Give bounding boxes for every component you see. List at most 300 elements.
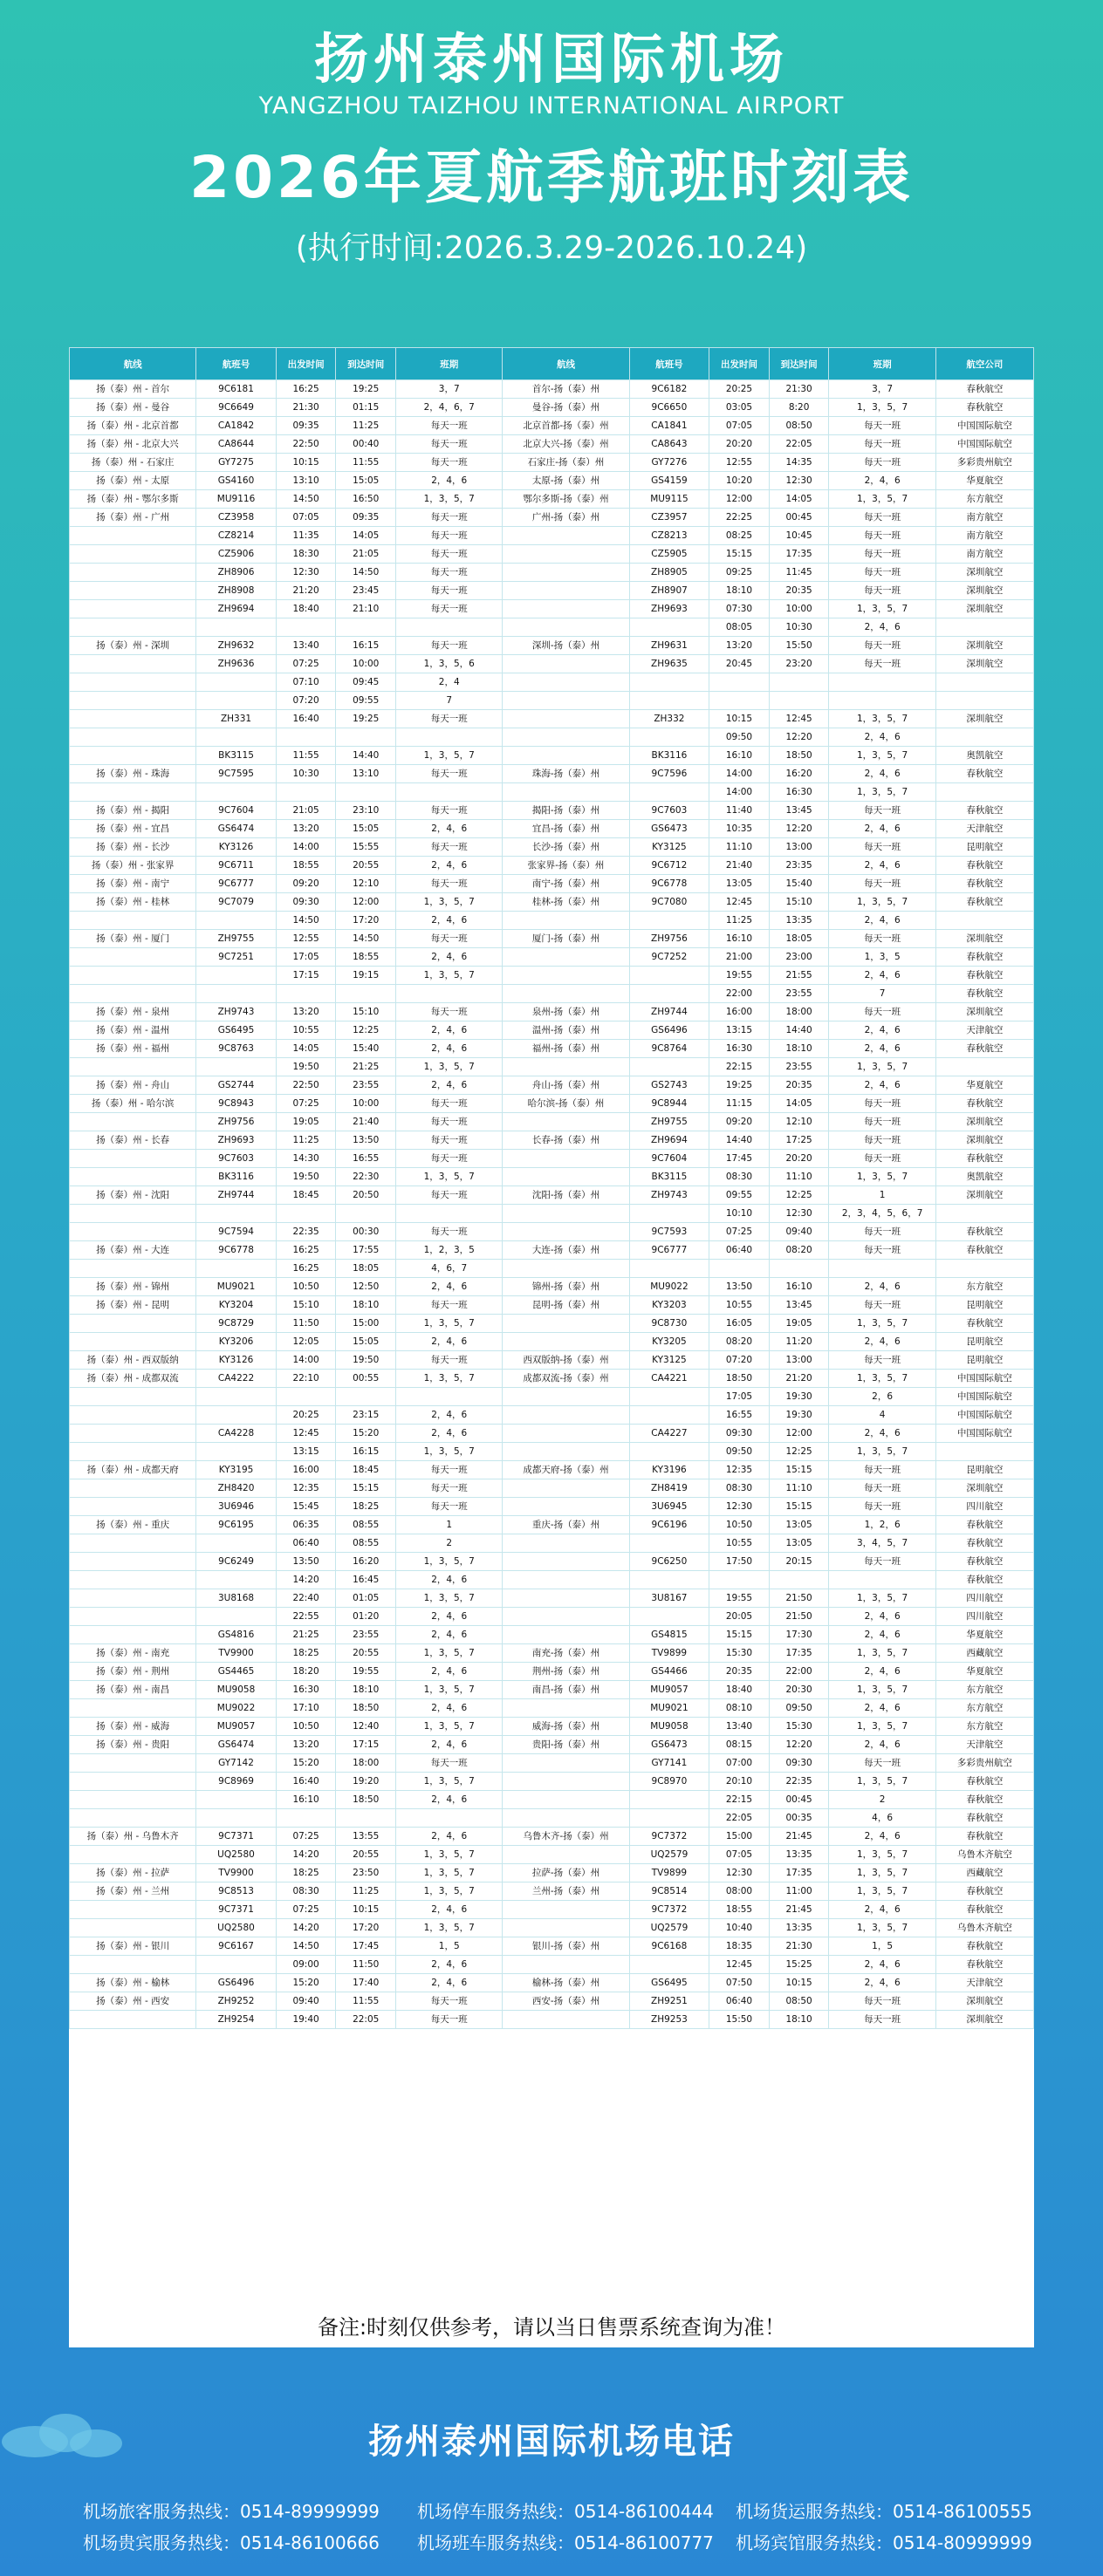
table-cell: 10:55 bbox=[276, 1022, 336, 1040]
table-cell: 22:25 bbox=[709, 509, 770, 527]
table-cell bbox=[336, 985, 396, 1003]
table-cell: 2，4，6 bbox=[829, 1736, 935, 1754]
table-cell: 2，4，6 bbox=[829, 1608, 935, 1626]
table-cell bbox=[503, 1791, 629, 1809]
table-cell: 23:55 bbox=[336, 1626, 396, 1644]
table-cell: 19:15 bbox=[336, 967, 396, 985]
table-cell: 深圳航空 bbox=[935, 930, 1033, 948]
table-cell: 每天一班 bbox=[829, 1461, 935, 1479]
table-row bbox=[70, 820, 1034, 838]
table-row bbox=[70, 783, 1034, 802]
table-cell: 东方航空 bbox=[935, 1718, 1033, 1736]
table-cell bbox=[70, 1479, 196, 1498]
table-cell: 7 bbox=[829, 985, 935, 1003]
table-cell bbox=[336, 618, 396, 637]
table-cell bbox=[769, 1260, 829, 1278]
table-cell: 18:00 bbox=[336, 1754, 396, 1773]
hotline-vip: 机场贵宾服务热线：0514-86100666 bbox=[83, 2532, 380, 2553]
table-cell bbox=[829, 1571, 935, 1589]
table-cell: 22:50 bbox=[276, 1076, 336, 1095]
table-cell bbox=[70, 1388, 196, 1406]
table-cell bbox=[503, 912, 629, 930]
table-cell: 广州-扬（泰）州 bbox=[503, 509, 629, 527]
table-cell: 深圳航空 bbox=[935, 1479, 1033, 1498]
table-row bbox=[70, 948, 1034, 967]
table-cell: 16:15 bbox=[336, 637, 396, 655]
table-cell bbox=[769, 1571, 829, 1589]
table-cell: 东方航空 bbox=[935, 490, 1033, 509]
table-cell: 荆州-扬（泰）州 bbox=[503, 1663, 629, 1681]
table-cell: 12:00 bbox=[336, 893, 396, 912]
table-row bbox=[70, 1791, 1034, 1809]
table-cell bbox=[503, 655, 629, 673]
schedule-card bbox=[69, 347, 1034, 2347]
table-cell: 扬（泰）州 - 舟山 bbox=[70, 1076, 196, 1095]
table-cell: 扬（泰）州 - 南宁 bbox=[70, 875, 196, 893]
table-cell: TV9899 bbox=[629, 1864, 709, 1882]
table-cell: 每天一班 bbox=[396, 1223, 503, 1241]
table-cell: 10:15 bbox=[769, 1974, 829, 1992]
table-cell: 9C8944 bbox=[629, 1095, 709, 1113]
table-cell bbox=[196, 1791, 277, 1809]
table-cell bbox=[503, 1608, 629, 1626]
table-cell: KY3205 bbox=[629, 1333, 709, 1351]
table-cell: 20:55 bbox=[336, 1644, 396, 1663]
table-cell: 2，4，6 bbox=[396, 1956, 503, 1974]
table-cell: 扬（泰）州 - 厦门 bbox=[70, 930, 196, 948]
table-cell bbox=[336, 1205, 396, 1223]
table-cell: 17:05 bbox=[709, 1388, 770, 1406]
table-cell: 09:00 bbox=[276, 1956, 336, 1974]
table-cell: 19:25 bbox=[336, 710, 396, 728]
table-cell: 21:30 bbox=[769, 1937, 829, 1956]
table-cell: 14:20 bbox=[276, 1919, 336, 1937]
table-cell: 扬（泰）州 - 西安 bbox=[70, 1992, 196, 2011]
table-cell: 每天一班 bbox=[396, 564, 503, 582]
column-header: 到达时间 bbox=[769, 348, 829, 380]
table-cell bbox=[70, 1333, 196, 1351]
table-cell bbox=[70, 1773, 196, 1791]
table-cell: 扬（泰）州 - 成都双流 bbox=[70, 1370, 196, 1388]
table-cell: 1，3，5，7 bbox=[396, 1718, 503, 1736]
table-cell: 1，3，5，7 bbox=[396, 1315, 503, 1333]
table-cell: 19:50 bbox=[276, 1168, 336, 1186]
table-cell: 沈阳-扬（泰）州 bbox=[503, 1186, 629, 1205]
table-row bbox=[70, 472, 1034, 490]
table-cell: 珠海-扬（泰）州 bbox=[503, 765, 629, 783]
table-cell: 00:30 bbox=[336, 1223, 396, 1241]
table-cell: 扬（泰）州 - 拉萨 bbox=[70, 1864, 196, 1882]
table-cell: 18:40 bbox=[709, 1681, 770, 1699]
table-cell bbox=[276, 728, 336, 747]
table-cell: 07:25 bbox=[709, 1223, 770, 1241]
table-cell: 揭阳-扬（泰）州 bbox=[503, 802, 629, 820]
table-cell: 2，4，6 bbox=[829, 1828, 935, 1846]
table-cell: ZH9253 bbox=[629, 2011, 709, 2029]
table-cell: 8:20 bbox=[769, 399, 829, 417]
table-cell: 14:20 bbox=[276, 1846, 336, 1864]
column-header: 航班号 bbox=[196, 348, 277, 380]
table-cell: 扬（泰）州 - 南充 bbox=[70, 1644, 196, 1663]
table-cell: KY3204 bbox=[196, 1296, 277, 1315]
table-cell: 12:00 bbox=[769, 1425, 829, 1443]
table-cell: 7 bbox=[396, 692, 503, 710]
table-cell bbox=[769, 692, 829, 710]
table-cell: 08:30 bbox=[709, 1168, 770, 1186]
table-cell: CA1842 bbox=[196, 417, 277, 435]
table-row bbox=[70, 1168, 1034, 1186]
table-cell bbox=[70, 1919, 196, 1937]
table-cell: 东方航空 bbox=[935, 1681, 1033, 1699]
table-cell: 09:20 bbox=[276, 875, 336, 893]
table-cell: 18:10 bbox=[709, 582, 770, 600]
table-cell: 22:15 bbox=[709, 1058, 770, 1076]
table-cell bbox=[276, 1388, 336, 1406]
table-cell bbox=[196, 1956, 277, 1974]
table-cell: 19:50 bbox=[276, 1058, 336, 1076]
table-cell: ZH9755 bbox=[196, 930, 277, 948]
table-row bbox=[70, 710, 1034, 728]
table-cell: 19:25 bbox=[709, 1076, 770, 1095]
table-cell: 16:25 bbox=[276, 1260, 336, 1278]
table-cell: CA8643 bbox=[629, 435, 709, 454]
table-cell: 2，4，6 bbox=[396, 472, 503, 490]
table-cell bbox=[629, 692, 709, 710]
table-row bbox=[70, 582, 1034, 600]
table-cell: 08:30 bbox=[709, 1479, 770, 1498]
table-cell bbox=[70, 1754, 196, 1773]
table-cell bbox=[709, 1571, 770, 1589]
table-cell: 20:35 bbox=[709, 1663, 770, 1681]
table-cell: 14:35 bbox=[769, 454, 829, 472]
table-cell: 10:55 bbox=[709, 1534, 770, 1553]
table-cell: 13:10 bbox=[336, 765, 396, 783]
table-cell bbox=[70, 1260, 196, 1278]
table-cell: 春秋航空 bbox=[935, 1534, 1033, 1553]
table-row bbox=[70, 435, 1034, 454]
table-row bbox=[70, 1974, 1034, 1992]
table-cell: 10:15 bbox=[336, 1901, 396, 1919]
table-cell: KY3126 bbox=[196, 838, 277, 857]
table-cell bbox=[503, 1150, 629, 1168]
table-cell: 西藏航空 bbox=[935, 1644, 1033, 1663]
table-cell: 春秋航空 bbox=[935, 857, 1033, 875]
table-cell: 13:50 bbox=[276, 1553, 336, 1571]
table-cell: 15:15 bbox=[769, 1461, 829, 1479]
table-cell: 2，4，6 bbox=[396, 1736, 503, 1754]
table-cell: TV9900 bbox=[196, 1864, 277, 1882]
table-cell: 15:30 bbox=[709, 1644, 770, 1663]
table-cell: 18:55 bbox=[276, 857, 336, 875]
table-cell bbox=[70, 618, 196, 637]
table-cell bbox=[503, 1260, 629, 1278]
contact-title: 扬州泰州国际机场电话 bbox=[368, 2422, 735, 2462]
table-cell bbox=[503, 985, 629, 1003]
table-cell: 17:15 bbox=[336, 1736, 396, 1754]
table-cell: 1，3，5，7 bbox=[829, 1718, 935, 1736]
table-cell: 15:55 bbox=[336, 838, 396, 857]
table-cell: 2，4，6 bbox=[396, 1699, 503, 1718]
table-cell: GS6473 bbox=[629, 1736, 709, 1754]
table-cell: 中国国际航空 bbox=[935, 1370, 1033, 1388]
table-cell: 春秋航空 bbox=[935, 1956, 1033, 1974]
table-cell: CA1841 bbox=[629, 417, 709, 435]
table-cell: 每天一班 bbox=[829, 637, 935, 655]
table-row bbox=[70, 1260, 1034, 1278]
table-cell: 00:35 bbox=[769, 1809, 829, 1828]
table-cell bbox=[70, 582, 196, 600]
table-cell: 扬（泰）州 - 西双版纳 bbox=[70, 1351, 196, 1370]
table-cell: 2，4，6 bbox=[829, 912, 935, 930]
table-cell: 14:00 bbox=[276, 1351, 336, 1370]
table-cell bbox=[70, 1553, 196, 1571]
table-cell: 19:05 bbox=[276, 1113, 336, 1131]
table-cell: 10:50 bbox=[709, 1516, 770, 1534]
table-cell: 20:20 bbox=[709, 435, 770, 454]
table-cell bbox=[503, 1425, 629, 1443]
table-cell: 07:25 bbox=[276, 655, 336, 673]
table-cell: 1，3，5，7 bbox=[396, 1773, 503, 1791]
table-cell: 扬（泰）州 - 大连 bbox=[70, 1241, 196, 1260]
table-cell: 2，4，6 bbox=[829, 820, 935, 838]
table-row bbox=[70, 1003, 1034, 1022]
table-row bbox=[70, 1828, 1034, 1846]
table-cell bbox=[276, 1205, 336, 1223]
table-cell: 深圳航空 bbox=[935, 1131, 1033, 1150]
table-cell: 2，4，6 bbox=[396, 1022, 503, 1040]
table-cell bbox=[503, 2011, 629, 2029]
table-cell: 16:20 bbox=[769, 765, 829, 783]
table-row bbox=[70, 1058, 1034, 1076]
table-cell: 扬（泰）州 - 曼谷 bbox=[70, 399, 196, 417]
table-cell: 10:15 bbox=[276, 454, 336, 472]
table-cell: 2，4，6 bbox=[829, 967, 935, 985]
table-cell bbox=[276, 783, 336, 802]
table-cell: 15:00 bbox=[709, 1828, 770, 1846]
table-cell: KY3125 bbox=[629, 1351, 709, 1370]
table-cell: 19:40 bbox=[276, 2011, 336, 2029]
table-cell bbox=[629, 1058, 709, 1076]
table-cell: 2，4，6 bbox=[829, 1974, 935, 1992]
table-cell: 9C8969 bbox=[196, 1773, 277, 1791]
table-cell: 昆明航空 bbox=[935, 1461, 1033, 1479]
table-cell: 1，3，5，7 bbox=[396, 747, 503, 765]
table-cell: 17:20 bbox=[336, 1919, 396, 1937]
table-row bbox=[70, 1919, 1034, 1937]
table-cell: 14:00 bbox=[709, 765, 770, 783]
table-cell: 15:50 bbox=[769, 637, 829, 655]
table-cell: 16:00 bbox=[276, 1461, 336, 1479]
table-cell: 18:25 bbox=[336, 1498, 396, 1516]
table-cell: 10:20 bbox=[709, 472, 770, 490]
table-cell: 每天一班 bbox=[829, 875, 935, 893]
table-cell: 扬（泰）州 - 深圳 bbox=[70, 637, 196, 655]
table-cell: 09:55 bbox=[336, 692, 396, 710]
table-cell: 17:35 bbox=[769, 1864, 829, 1882]
table-cell: UQ2579 bbox=[629, 1846, 709, 1864]
table-cell bbox=[503, 692, 629, 710]
table-cell: 扬（泰）州 - 温州 bbox=[70, 1022, 196, 1040]
table-cell: 2，4 bbox=[396, 673, 503, 692]
table-row bbox=[70, 857, 1034, 875]
table-cell: GS6474 bbox=[196, 820, 277, 838]
table-cell: 2，4，6 bbox=[829, 1040, 935, 1058]
table-cell: ZH9252 bbox=[196, 1992, 277, 2011]
table-cell: 17:55 bbox=[336, 1241, 396, 1260]
table-cell bbox=[503, 1534, 629, 1553]
table-cell: CA4222 bbox=[196, 1370, 277, 1388]
table-cell: 17:35 bbox=[769, 545, 829, 564]
table-cell: 1，3，5，7 bbox=[396, 1443, 503, 1461]
table-cell bbox=[70, 1113, 196, 1131]
table-cell: GS4159 bbox=[629, 472, 709, 490]
table-cell: ZH8905 bbox=[629, 564, 709, 582]
table-cell bbox=[70, 673, 196, 692]
table-cell: 12:55 bbox=[276, 930, 336, 948]
table-cell: GS6473 bbox=[629, 820, 709, 838]
table-cell: 11:45 bbox=[769, 564, 829, 582]
table-cell: 07:20 bbox=[709, 1351, 770, 1370]
table-cell: 1 bbox=[396, 1516, 503, 1534]
table-cell: 07:25 bbox=[276, 1828, 336, 1846]
table-row bbox=[70, 1186, 1034, 1205]
table-cell: 西藏航空 bbox=[935, 1864, 1033, 1882]
table-cell: 15:15 bbox=[709, 1626, 770, 1644]
table-cell: ZH9755 bbox=[629, 1113, 709, 1131]
table-cell: ZH9756 bbox=[629, 930, 709, 948]
table-cell: GS4465 bbox=[196, 1663, 277, 1681]
table-cell: 9C6250 bbox=[629, 1553, 709, 1571]
table-cell: 15:45 bbox=[276, 1498, 336, 1516]
table-cell bbox=[196, 985, 277, 1003]
table-cell: 18:25 bbox=[276, 1644, 336, 1663]
table-cell: 07:05 bbox=[276, 509, 336, 527]
table-cell: 09:40 bbox=[276, 1992, 336, 2011]
table-cell: 14:20 bbox=[276, 1571, 336, 1589]
table-cell: 15:10 bbox=[276, 1296, 336, 1315]
table-cell: 扬（泰）州 - 威海 bbox=[70, 1718, 196, 1736]
table-cell: 南方航空 bbox=[935, 527, 1033, 545]
table-cell: 9C8970 bbox=[629, 1773, 709, 1791]
table-row bbox=[70, 985, 1034, 1003]
table-cell: 18:50 bbox=[336, 1791, 396, 1809]
table-cell: 12:40 bbox=[336, 1718, 396, 1736]
table-cell bbox=[70, 1223, 196, 1241]
table-cell: 13:45 bbox=[769, 802, 829, 820]
table-cell: 16:40 bbox=[276, 1773, 336, 1791]
table-row bbox=[70, 1663, 1034, 1681]
table-row bbox=[70, 1131, 1034, 1150]
table-cell: 2，3，4，5，6，7 bbox=[829, 1205, 935, 1223]
table-cell bbox=[829, 692, 935, 710]
table-cell: 每天一班 bbox=[396, 1296, 503, 1315]
table-cell: ZH9744 bbox=[629, 1003, 709, 1022]
table-cell: 9C8514 bbox=[629, 1882, 709, 1901]
table-cell: 1，3，5，7 bbox=[829, 1168, 935, 1186]
table-cell: 9C6182 bbox=[629, 380, 709, 399]
table-cell: 1，3，5，7 bbox=[829, 1882, 935, 1901]
table-cell: 10:30 bbox=[769, 618, 829, 637]
table-cell bbox=[935, 1260, 1033, 1278]
table-cell bbox=[503, 600, 629, 618]
table-cell: 1，3，5，7 bbox=[829, 1589, 935, 1608]
table-cell bbox=[629, 985, 709, 1003]
table-cell: 春秋航空 bbox=[935, 1901, 1033, 1919]
table-cell bbox=[629, 1608, 709, 1626]
table-cell: 14:50 bbox=[276, 1937, 336, 1956]
table-cell: 华夏航空 bbox=[935, 1076, 1033, 1095]
table-cell: 18:10 bbox=[769, 1040, 829, 1058]
table-row bbox=[70, 1479, 1034, 1498]
table-cell: 12:45 bbox=[276, 1425, 336, 1443]
table-cell: 石家庄-扬（泰）州 bbox=[503, 454, 629, 472]
table-cell: 16:10 bbox=[709, 930, 770, 948]
table-cell: 多彩贵州航空 bbox=[935, 1754, 1033, 1773]
table-cell: 9C6778 bbox=[196, 1241, 277, 1260]
table-cell: 9C6181 bbox=[196, 380, 277, 399]
table-cell: 13:10 bbox=[276, 472, 336, 490]
table-cell bbox=[70, 967, 196, 985]
table-cell: 21:50 bbox=[769, 1589, 829, 1608]
table-cell: 17:10 bbox=[276, 1699, 336, 1718]
table-cell: 13:05 bbox=[769, 1534, 829, 1553]
table-row bbox=[70, 1516, 1034, 1534]
hotline-hotel: 机场宾馆服务热线：0514-80999999 bbox=[736, 2532, 1032, 2553]
table-cell: 南方航空 bbox=[935, 509, 1033, 527]
table-cell: 9C7596 bbox=[629, 765, 709, 783]
table-cell: 11:00 bbox=[769, 1882, 829, 1901]
table-cell: 13:50 bbox=[709, 1278, 770, 1296]
table-cell: 18:05 bbox=[336, 1260, 396, 1278]
table-cell: CA4228 bbox=[196, 1425, 277, 1443]
table-cell: 每天一班 bbox=[829, 582, 935, 600]
table-cell: 15:10 bbox=[336, 1003, 396, 1022]
table-cell: 中国国际航空 bbox=[935, 417, 1033, 435]
table-cell: 2 bbox=[396, 1534, 503, 1553]
table-cell: 扬（泰）州 - 太原 bbox=[70, 472, 196, 490]
table-cell: 08:10 bbox=[709, 1699, 770, 1718]
table-cell: 每天一班 bbox=[829, 1498, 935, 1516]
table-cell bbox=[396, 783, 503, 802]
table-cell: 3，7 bbox=[829, 380, 935, 399]
table-cell: 07:20 bbox=[276, 692, 336, 710]
table-cell: 23:50 bbox=[336, 1864, 396, 1882]
table-row bbox=[70, 1882, 1034, 1901]
table-cell bbox=[503, 1846, 629, 1864]
table-cell: ZH9743 bbox=[629, 1186, 709, 1205]
table-cell: 天津航空 bbox=[935, 820, 1033, 838]
table-cell: 每天一班 bbox=[396, 545, 503, 564]
table-cell: 11:55 bbox=[336, 454, 396, 472]
table-cell bbox=[70, 564, 196, 582]
table-cell: 14:50 bbox=[336, 564, 396, 582]
table-cell: 10:45 bbox=[769, 527, 829, 545]
table-cell: 14:50 bbox=[336, 930, 396, 948]
table-cell bbox=[503, 1498, 629, 1516]
table-row bbox=[70, 1425, 1034, 1443]
table-cell: CZ3957 bbox=[629, 509, 709, 527]
table-cell: 22:00 bbox=[709, 985, 770, 1003]
table-cell bbox=[503, 1113, 629, 1131]
table-cell: ZH8420 bbox=[196, 1479, 277, 1498]
table-cell bbox=[396, 985, 503, 1003]
table-cell: 2，4，6 bbox=[396, 1901, 503, 1919]
table-cell: 10:00 bbox=[769, 600, 829, 618]
table-cell: 扬（泰）州 - 福州 bbox=[70, 1040, 196, 1058]
table-cell bbox=[276, 1809, 336, 1828]
table-cell: 每天一班 bbox=[396, 1113, 503, 1131]
table-cell: 15:05 bbox=[336, 1333, 396, 1351]
